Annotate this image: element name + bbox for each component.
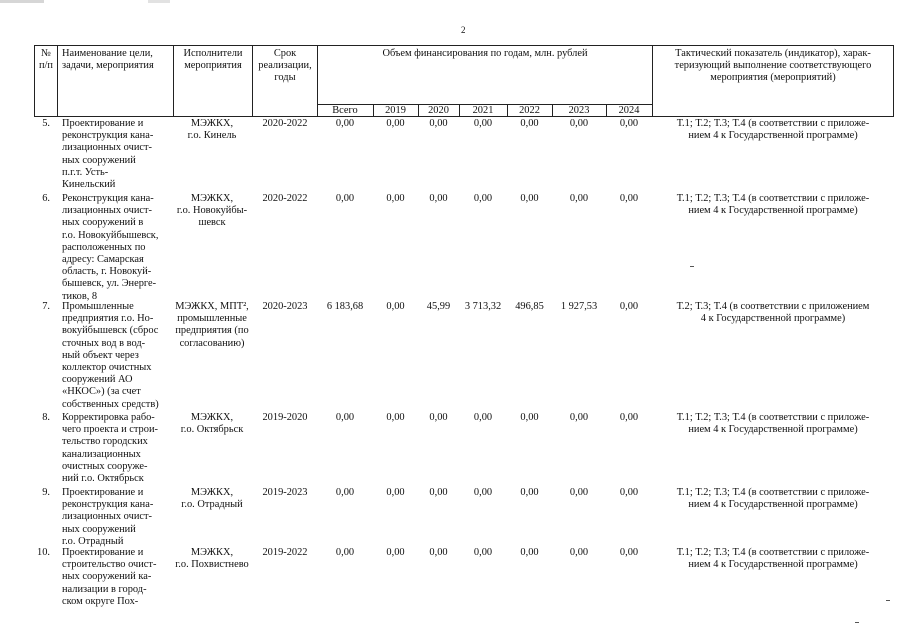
header-executors: Исполнители мероприятия	[183, 48, 243, 72]
scan-artifact	[148, 0, 170, 3]
row-value: 0,00	[473, 193, 493, 204]
year-col-2024: 2024	[618, 105, 640, 116]
header-name: Наименование цели, задачи, мероприятия	[62, 48, 154, 72]
row-value: 0,00	[619, 301, 639, 312]
row-term: 2019-2020	[262, 412, 308, 423]
row-term: 2019-2023	[262, 487, 308, 498]
row-value: 0,00	[429, 547, 448, 558]
row-value: 6 183,68	[326, 301, 364, 312]
scan-artifact	[0, 0, 44, 3]
row-value: 0,00	[619, 547, 639, 558]
row-value: 0,00	[619, 412, 639, 423]
year-col-total: Всего	[332, 105, 358, 116]
row-value: 0,00	[386, 118, 405, 129]
row-value: 0,00	[429, 412, 448, 423]
row-value: 0,00	[473, 412, 493, 423]
row-value: 0,00	[473, 487, 493, 498]
year-col-2023: 2023	[568, 105, 590, 116]
header-term: Срок реализации, годы	[258, 48, 312, 84]
row-value: 0,00	[429, 193, 448, 204]
row-indicator: Т.1; Т.2; Т.3; Т.4 (в соответствии с приложе- нием 4 к Государственной программе)	[676, 118, 870, 142]
row-name: Реконструкция кана- лизационных очист- ных сооружений в г.о. Новокуйбышевск, расположенных по адресу: Самарская область, г. Новокуй- бышевск, ул. Энерге- тиков, 8	[62, 193, 159, 302]
row-value: 0,00	[569, 547, 589, 558]
row-value: 0,00	[386, 547, 405, 558]
row-executor: МЭЖКХ, МПТ², промышленные предприятия (по согласованию)	[175, 301, 249, 349]
row-value: 0,00	[619, 487, 639, 498]
row-executor: МЭЖКХ, г.о. Октябрьск	[180, 412, 244, 436]
row-number: 8.	[42, 412, 50, 423]
year-col-2020: 2020	[428, 105, 449, 116]
scan-mark	[855, 622, 859, 623]
scan-mark	[690, 266, 694, 267]
row-value: 0,00	[473, 118, 493, 129]
row-value: 3 713,32	[464, 301, 502, 312]
row-value: 0,00	[569, 193, 589, 204]
row-number: 10.	[37, 547, 50, 558]
row-indicator: Т.2; Т.3; Т.4 (в соответствии с приложением 4 к Государственной программе)	[676, 301, 870, 325]
row-executor: МЭЖКХ, г.о. Новокуйбы- шевск	[176, 193, 248, 229]
row-value: 0,00	[520, 412, 539, 423]
row-value: 0,00	[335, 412, 355, 423]
row-indicator: Т.1; Т.2; Т.3; Т.4 (в соответствии с приложе- нием 4 к Государственной программе)	[676, 547, 870, 571]
row-indicator: Т.1; Т.2; Т.3; Т.4 (в соответствии с приложе- нием 4 к Государственной программе)	[676, 487, 870, 511]
row-value: 0,00	[619, 118, 639, 129]
col-border	[893, 45, 894, 116]
row-value: 0,00	[335, 118, 355, 129]
row-value: 0,00	[386, 193, 405, 204]
row-indicator: Т.1; Т.2; Т.3; Т.4 (в соответствии с приложе- нием 4 к Государственной программе)	[676, 412, 870, 436]
row-term: 2020-2022	[262, 193, 308, 204]
row-value: 0,00	[520, 193, 539, 204]
row-term: 2019-2022	[262, 547, 308, 558]
row-name: Промышленные предприятия г.о. Но- вокуйбышевск (сброс сточных вод в вод- ный объект через коллектор очистных сооружений АО «НКОС») (за счет собственных средств)	[62, 301, 159, 410]
row-value: 0,00	[619, 193, 639, 204]
row-value: 0,00	[569, 412, 589, 423]
row-value: 0,00	[520, 118, 539, 129]
header-finance: Объем финансирования по годам, млн. рублей	[382, 48, 588, 59]
row-value: 45,99	[426, 301, 451, 312]
row-indicator: Т.1; Т.2; Т.3; Т.4 (в соответствии с приложе- нием 4 к Государственной программе)	[676, 193, 870, 217]
row-value: 0,00	[569, 487, 589, 498]
year-col-2019: 2019	[385, 105, 406, 116]
row-name: Проектирование и строительство очист- ных сооружений ка- нализации в город- ском округе Пох-	[62, 547, 157, 607]
header-indicator: Тактический показатель (индикатор), харак- теризующий выполнение соответствующего мероприятия (мероприятий)	[674, 48, 872, 84]
row-term: 2020-2023	[262, 301, 308, 312]
row-name: Проектирование и реконструкция кана- лизационных очист- ных сооружений п.г.т. Усть- Кинельский	[62, 118, 154, 191]
row-term: 2020-2022	[262, 118, 308, 129]
row-number: 7.	[42, 301, 50, 312]
row-value: 0,00	[429, 487, 448, 498]
row-number: 9.	[42, 487, 50, 498]
scan-mark	[886, 600, 890, 601]
row-value: 0,00	[429, 118, 448, 129]
row-value: 0,00	[520, 547, 539, 558]
table-top-border	[34, 45, 894, 46]
row-number: 6.	[42, 193, 50, 204]
row-executor: МЭЖКХ, г.о. Отрадный	[181, 487, 243, 511]
row-executor: МЭЖКХ, г.о. Кинель	[187, 118, 237, 142]
page-number: 2	[461, 25, 466, 35]
year-col-2022: 2022	[519, 105, 540, 116]
row-value: 0,00	[569, 118, 589, 129]
row-value: 0,00	[386, 487, 405, 498]
row-value: 0,00	[520, 487, 539, 498]
row-name: Корректировка рабо- чего проекта и строи- тельство городских канализационных очистных сооруже- ний г.о. Октябрьск	[62, 412, 158, 485]
row-value: 0,00	[386, 301, 405, 312]
year-col-2021: 2021	[472, 105, 494, 116]
row-value: 0,00	[335, 193, 355, 204]
row-value: 496,85	[515, 301, 544, 312]
row-value: 0,00	[473, 547, 493, 558]
header-no: № п/п	[38, 48, 53, 72]
row-executor: МЭЖКХ, г.о. Похвистнево	[175, 547, 249, 571]
row-value: 0,00	[386, 412, 405, 423]
col-border	[57, 45, 58, 116]
row-name: Проектирование и реконструкция кана- лизационных очист- ных сооружений г.о. Отрадный	[62, 487, 154, 547]
row-value: 1 927,53	[560, 301, 598, 312]
row-value: 0,00	[335, 547, 355, 558]
row-number: 5.	[42, 118, 50, 129]
row-value: 0,00	[335, 487, 355, 498]
